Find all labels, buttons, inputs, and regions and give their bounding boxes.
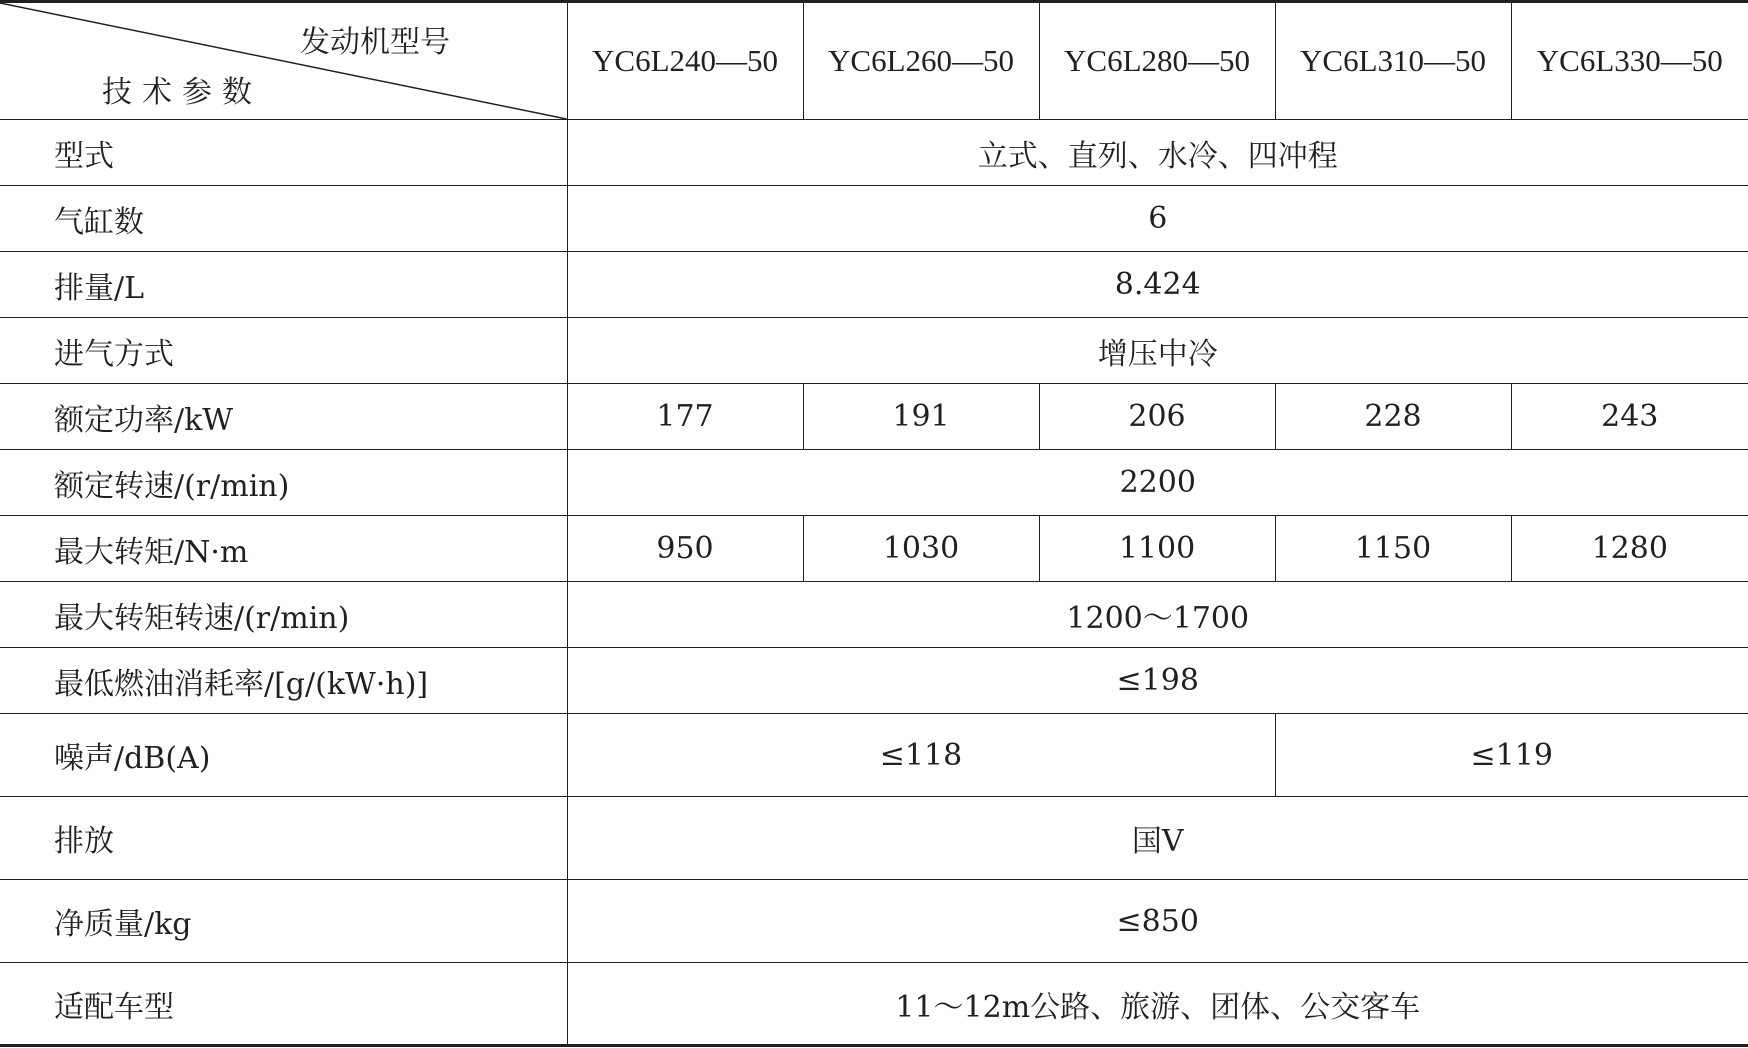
row-label: 适配车型 [0, 963, 567, 1046]
row-value: 191 [803, 384, 1039, 450]
row-value: 206 [1039, 384, 1275, 450]
row-value: 立式、直列、水冷、四冲程 [567, 120, 1748, 186]
table-row [0, 120, 1748, 186]
row-label: 额定转速/(r/min) [0, 450, 567, 516]
table-row [0, 582, 1748, 648]
model-header: YC6L280—50 [1039, 2, 1275, 120]
row-value: 增压中冷 [567, 318, 1748, 384]
row-label: 最大转矩/N·m [0, 516, 567, 582]
row-label: 额定功率/kW [0, 384, 567, 450]
row-value: ≤198 [567, 648, 1748, 714]
row-caption: 技术参数 [102, 75, 262, 110]
model-header: YC6L310—50 [1275, 2, 1511, 120]
row-value: 1100 [1039, 516, 1275, 582]
table-row [0, 648, 1748, 714]
row-value: 8.424 [567, 252, 1748, 318]
row-label: 进气方式 [0, 318, 567, 384]
row-value: 1280 [1511, 516, 1748, 582]
header-row [0, 2, 1748, 120]
row-value: ≤850 [567, 880, 1748, 963]
row-label: 型式 [0, 120, 567, 186]
table-row [0, 880, 1748, 963]
table-row [0, 318, 1748, 384]
row-label: 排量/L [0, 252, 567, 318]
row-value: 11～12m公路、旅游、团体、公交客车 [567, 963, 1748, 1046]
row-label: 排放 [0, 797, 567, 880]
table-row [0, 714, 1748, 797]
row-label: 最大转矩转速/(r/min) [0, 582, 567, 648]
row-value: ≤118 [567, 714, 1275, 797]
row-value: 243 [1511, 384, 1748, 450]
row-value: 6 [567, 186, 1748, 252]
row-label: 气缸数 [0, 186, 567, 252]
column-caption: 发动机型号 [300, 25, 450, 60]
corner-header-cell [0, 2, 567, 120]
row-value: 228 [1275, 384, 1511, 450]
row-label: 净质量/kg [0, 880, 567, 963]
row-value: 177 [567, 384, 803, 450]
row-value: 2200 [567, 450, 1748, 516]
row-value: 1200～1700 [567, 582, 1748, 648]
row-value: 950 [567, 516, 803, 582]
row-value: ≤119 [1275, 714, 1748, 797]
model-header: YC6L330—50 [1511, 2, 1748, 120]
table-row [0, 384, 1748, 450]
row-label: 最低燃油消耗率/[g/(kW·h)] [0, 648, 567, 714]
table-row [0, 186, 1748, 252]
table-row [0, 516, 1748, 582]
model-header: YC6L240—50 [567, 2, 803, 120]
row-value: 1150 [1275, 516, 1511, 582]
table-row [0, 252, 1748, 318]
diagonal-divider [0, 3, 567, 119]
row-value: 1030 [803, 516, 1039, 582]
table-row [0, 450, 1748, 516]
table-row [0, 797, 1748, 880]
table-row [0, 963, 1748, 1046]
model-header: YC6L260—50 [803, 2, 1039, 120]
row-label: 噪声/dB(A) [0, 714, 567, 797]
row-value: 国Ⅴ [567, 797, 1748, 880]
